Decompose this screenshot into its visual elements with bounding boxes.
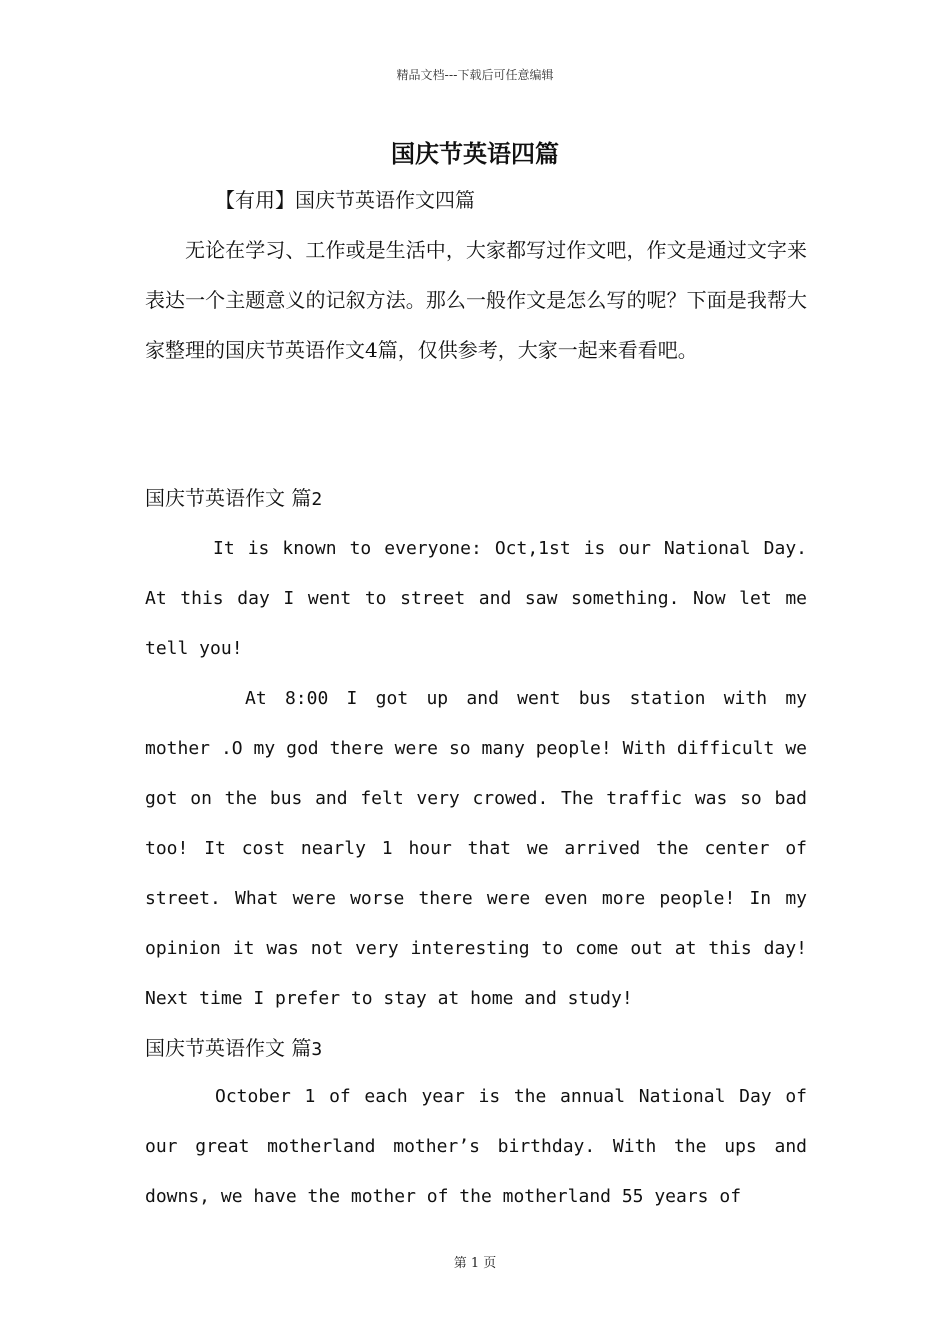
section-2-paragraph-1 [145, 524, 807, 674]
section-heading-number: 2 [311, 489, 323, 510]
page-header: 精品文档---下载后可任意编辑 [396, 68, 554, 82]
intro-paragraph: 无论在学习、工作或是生活中，大家都写过作文吧，作文是通过文字来表达一个主题意义的记叙方法。那么一般作文是怎么写的呢？下面是我帮大家整理的国庆节英语作文4篇，仅供参考，大家一起来看看吧。 [145, 238, 807, 362]
section-heading-label: 国庆节英语作文 篇 [145, 486, 312, 510]
footer-suffix: 页 [483, 1256, 497, 1271]
section-heading-3 [145, 1033, 322, 1065]
section-3-paragraph-1 [145, 1072, 807, 1222]
page-number: 1 [470, 1256, 480, 1271]
section-heading-label: 国庆节英语作文 篇 [145, 1036, 312, 1060]
document-subtitle [145, 175, 807, 225]
footer-prefix: 第 [453, 1256, 467, 1271]
paragraph-text: At 8:00 I got up and went bus station with my mother .O my god there were so many people! With difficult we got on the bus and felt very crowed. The traffic was so bad too! It cost nearly 1 hour that we arrived the center of street. What were worse there were even more people! In my opinion it was not very interesting to come out at this day! Next time I prefer to stay at home and study! [145, 688, 807, 1009]
paragraph-text: October 1 of each year is the annual National Day of our great motherland mother’s birthday. With the ups and downs, we have the mother of the motherland 55 years of [145, 1086, 807, 1207]
document-title: 国庆节英语四篇 [391, 139, 559, 168]
section-heading-2 [145, 483, 322, 515]
paragraph-text: It is known to everyone: Oct,1st is our National Day. At this day I went to street and saw something. Now let me tell you! [145, 538, 807, 659]
subtitle-text: 【有用】国庆节英语作文四篇 [215, 188, 475, 212]
section-2-paragraph-2 [145, 674, 807, 1024]
section-heading-number: 3 [311, 1039, 323, 1060]
page-footer [0, 1252, 950, 1271]
